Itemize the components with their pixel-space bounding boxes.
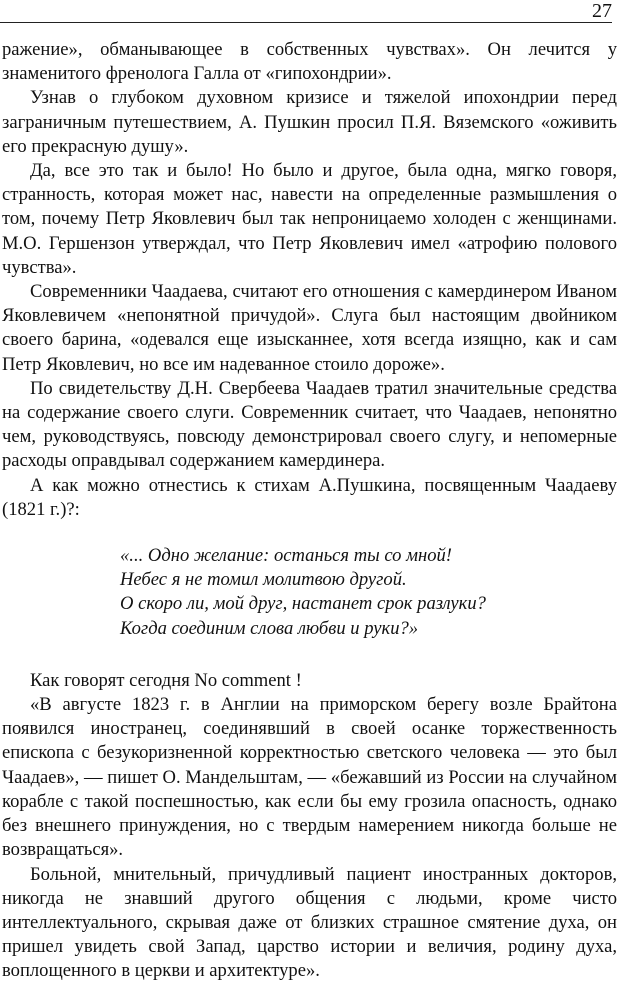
paragraph: ражение», обманывающее в собственных чувствах». Он лечится у знаменитого френолога Галла от «гипохондрии».: [2, 39, 617, 85]
page-number: 27: [592, 0, 612, 22]
header-rule: [0, 22, 612, 23]
poem-line: Когда соединим слова любви и руки?»: [120, 617, 419, 639]
poem-line: «... Одно желание: останься ты со мной!: [120, 545, 452, 567]
poem-quote: [120, 544, 617, 641]
paragraph: Современники Чаадаева, считают его отношения с камердинером Иваном Яковлевичем «непонятной причудой». Слуга был настоящим двойником своего барина, «одевался еще изысканнее, хотя всегда изящно, как и сам Петр Яковлевич, но все им надеванное стоило дороже».: [2, 281, 617, 375]
paragraph: Да, все это так и было! Но было и другое, была одна, мягко говоря, странность, которая может нас, навести на определенные размышления о том, почему Петр Яковлевич был так непроницаемо холоден с женщинами. М.О. Гершензон утверждал, что Петр Яковлевич имел «атрофию полового чувства».: [2, 160, 617, 278]
paragraph: Как говорят сегодня No comment !: [30, 669, 302, 691]
paragraph: «В августе 1823 г. в Англии на приморском берегу возле Брайтона появился иностранец, соединявший в своей осанке торжественность епископа с безукоризненной корректностью светского человека — это был Чаадаев», — пишет О. Мандельштам, — «бежавший из России на случайном корабле с такой поспешностью, как если бы ему грозила опасность, однако без внешнего принуждения, но с твердым намерением никогда больше не возвращаться».: [2, 694, 617, 861]
paragraph: Больной, мнительный, причудливый пациент иностранных докторов, никогда не знавший другого общения с людьми, кроме чисто интеллектуального, скрывая даже от близких страшное смятение духа, он пришел увидеть свой Запад, царство истории и величия, родину духа, воплощенного в церкви и архитектуре».: [2, 863, 617, 982]
paragraph: А как можно отнестись к стихам А.Пушкина, посвященным Чаадаеву (1821 г.)?:: [2, 474, 617, 520]
poem-line: О скоро ли, мой друг, настанет срок разлуки?: [120, 593, 486, 615]
spacer: [2, 641, 617, 669]
poem-line: Небес я не томил молитвою другой.: [120, 569, 407, 591]
paragraph: Узнав о глубоком духовном кризисе и тяжелой ипохондрии перед заграничным путешествием, А. Пушкин просил П.Я. Вяземского «оживить его прекрасную душу».: [2, 87, 617, 157]
paragraph: По свидетельству Д.Н. Свербеева Чаадаев тратил значительные средства на содержание своего слуги. Современник считает, что Чаадаев, непонятно чем, руководствуясь, повсюду демонстрировал своего слугу, и непомерные расходы оправдывал содержанием камердинера.: [2, 377, 617, 472]
body-text: [2, 38, 617, 984]
